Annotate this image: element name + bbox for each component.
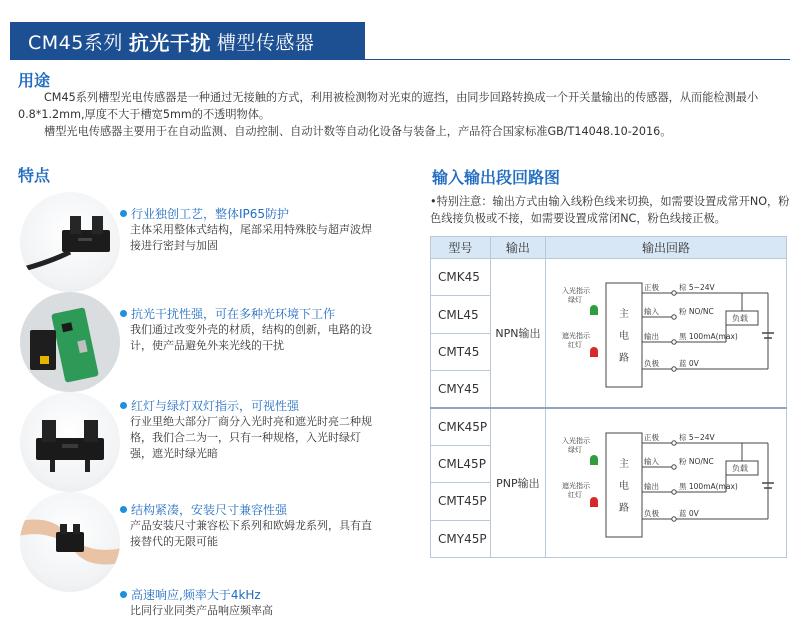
terminal-label: 输入 bbox=[643, 457, 659, 466]
bullet-icon bbox=[120, 591, 127, 598]
green-led-label: 入光指示 bbox=[561, 437, 590, 445]
output-cell-pnp: PNP输出 bbox=[490, 408, 545, 558]
feature-image-hand-held-sensor bbox=[20, 492, 120, 592]
terminal-label: 正极 bbox=[643, 433, 659, 442]
model-cell: CMT45P bbox=[431, 483, 491, 520]
red-led-icon bbox=[590, 347, 598, 357]
terminal-icon bbox=[672, 490, 676, 494]
terminal-label: 输出 bbox=[643, 482, 659, 491]
main-circuit-char: 电 bbox=[618, 331, 629, 342]
bullet-icon bbox=[120, 210, 127, 217]
red-led-label: 遮光指示 bbox=[561, 482, 590, 490]
red-led-label: 遮光指示 bbox=[561, 332, 590, 340]
features-title: 特点 bbox=[18, 166, 51, 185]
wire-label: 棕 5~24V bbox=[678, 433, 715, 442]
feature-title-2: 抗光干扰性强，可在多种光环境下工作 bbox=[120, 305, 335, 322]
terminal-label: 负极 bbox=[643, 509, 659, 518]
terminal-label: 输入 bbox=[643, 307, 659, 316]
load-label: 负载 bbox=[731, 314, 748, 323]
feature-title-4: 结构紧凑，安装尺寸兼容性强 bbox=[120, 501, 287, 518]
terminal-label: 正极 bbox=[643, 283, 659, 292]
circuit-table bbox=[430, 236, 787, 558]
banner-rule bbox=[365, 59, 790, 60]
feature-desc-1: 主体采用整体式结构，尾部采用特殊胶与超声波焊接进行密封与加固 bbox=[130, 223, 372, 252]
terminal-icon bbox=[672, 315, 676, 319]
feature-image-dual-led-sensor bbox=[20, 392, 120, 492]
feature-desc-4: 产品安装尺寸兼容松下系列和欧姆龙系列，具有直接替代的无限可能 bbox=[130, 519, 372, 548]
circuit-diagram-npn bbox=[545, 259, 786, 409]
green-led-label: 入光指示 bbox=[561, 287, 590, 295]
bullet-icon bbox=[120, 402, 127, 409]
red-led-label: 红灯 bbox=[567, 341, 582, 349]
model-cell: CML45 bbox=[431, 296, 491, 333]
feature-desc-2: 我们通过改变外壳的材质，结构的创新，电路的设计，使产品避免外来光线的干扰 bbox=[130, 323, 372, 352]
table-row bbox=[431, 408, 787, 445]
bullet-icon bbox=[120, 310, 127, 317]
header-output: 输出 bbox=[490, 237, 545, 259]
feature-image-circuit-board bbox=[20, 292, 120, 392]
wire-label: 蓝 0V bbox=[678, 509, 699, 518]
model-cell: CMT45 bbox=[431, 333, 491, 370]
main-circuit-char: 主 bbox=[618, 309, 629, 320]
green-led-icon bbox=[590, 305, 598, 315]
feature-title-3: 红灯与绿灯双灯指示，可视性强 bbox=[120, 397, 299, 414]
green-led-label: 绿灯 bbox=[567, 446, 582, 454]
red-led-label: 红灯 bbox=[567, 491, 582, 499]
wire-label: 粉 NO/NC bbox=[678, 457, 714, 466]
feature-image-sealed-sensor bbox=[20, 192, 120, 292]
title-banner bbox=[10, 22, 365, 60]
bullet-icon bbox=[120, 506, 127, 513]
terminal-icon bbox=[672, 367, 676, 371]
usage-paragraph-2: 槽型光电传感器主要用于在自动监测、自动控制、自动计数等自动化设备与装备上，产品符合国家标准GB/T14048.10-2016。 bbox=[44, 125, 672, 138]
model-cell: CMK45P bbox=[431, 408, 491, 445]
banner-suffix: 槽型传感器 bbox=[216, 31, 315, 54]
terminal-label: 负极 bbox=[643, 359, 659, 368]
load-label: 负载 bbox=[731, 464, 748, 473]
feature-title-1: 行业独创工艺，整体IP65防护 bbox=[120, 205, 289, 222]
model-cell: CMY45 bbox=[431, 371, 491, 408]
main-circuit-char: 主 bbox=[618, 459, 629, 470]
banner-prefix: CM45系列 bbox=[28, 31, 123, 54]
circuit-title: 输入输出段回路图 bbox=[432, 168, 561, 187]
feature-desc-5: 比同行业同类产品响应频率高 bbox=[130, 604, 273, 617]
feature-title-5: 高速响应,频率大于4kHz bbox=[120, 586, 261, 603]
main-circuit-char: 路 bbox=[618, 503, 629, 514]
wire-label: 棕 5~24V bbox=[678, 283, 715, 292]
terminal-label: 输出 bbox=[643, 332, 659, 341]
wire-label: 粉 NO/NC bbox=[678, 307, 714, 316]
red-led-icon bbox=[590, 497, 598, 507]
main-circuit-char: 路 bbox=[618, 353, 629, 364]
green-led-icon bbox=[590, 455, 598, 465]
green-led-label: 绿灯 bbox=[567, 296, 582, 304]
terminal-icon bbox=[672, 291, 676, 295]
terminal-icon bbox=[672, 340, 676, 344]
wire-label: 蓝 0V bbox=[678, 359, 699, 368]
usage-paragraph-1: CM45系列槽型光电传感器是一种通过无接触的方式，利用被检测物对光束的遮挡，由同步回路转换成一个开关量输出的传感器，从而能检测最小0.8*1.2mm,厚度不大于槽宽5mm的不透明物体。 bbox=[18, 91, 759, 121]
wire-label: 黑 100mA(max) bbox=[678, 482, 738, 491]
model-cell: CML45P bbox=[431, 445, 491, 482]
model-cell: CMY45P bbox=[431, 520, 491, 557]
terminal-icon bbox=[672, 465, 676, 469]
feature-desc-3: 行业里绝大部分厂商分入光时亮和遮光时亮二种规格，我们合二为一，只有一种规格，入光时绿灯强，遮光时绿光暗 bbox=[130, 415, 372, 460]
circuit-note: •特别注意：输出方式由输入线粉色线来切换，如需要设置成常开NO，粉色线接负极或不接，如需要设置成常闭NC，粉色线接正极。 bbox=[430, 195, 790, 225]
banner-highlight: 抗光干扰 bbox=[128, 30, 211, 55]
wire-label: 黑 100mA(max) bbox=[678, 332, 738, 341]
terminal-icon bbox=[672, 441, 676, 445]
main-circuit-char: 电 bbox=[618, 481, 629, 492]
model-cell: CMK45 bbox=[431, 259, 491, 296]
output-cell-npn: NPN输出 bbox=[490, 259, 545, 409]
circuit-diagram-pnp bbox=[545, 408, 786, 558]
table-header-row bbox=[431, 237, 787, 259]
terminal-icon bbox=[672, 517, 676, 521]
header-circuit: 输出回路 bbox=[545, 237, 786, 259]
usage-title: 用途 bbox=[18, 71, 51, 90]
table-row bbox=[431, 259, 787, 296]
header-model: 型号 bbox=[431, 237, 491, 259]
